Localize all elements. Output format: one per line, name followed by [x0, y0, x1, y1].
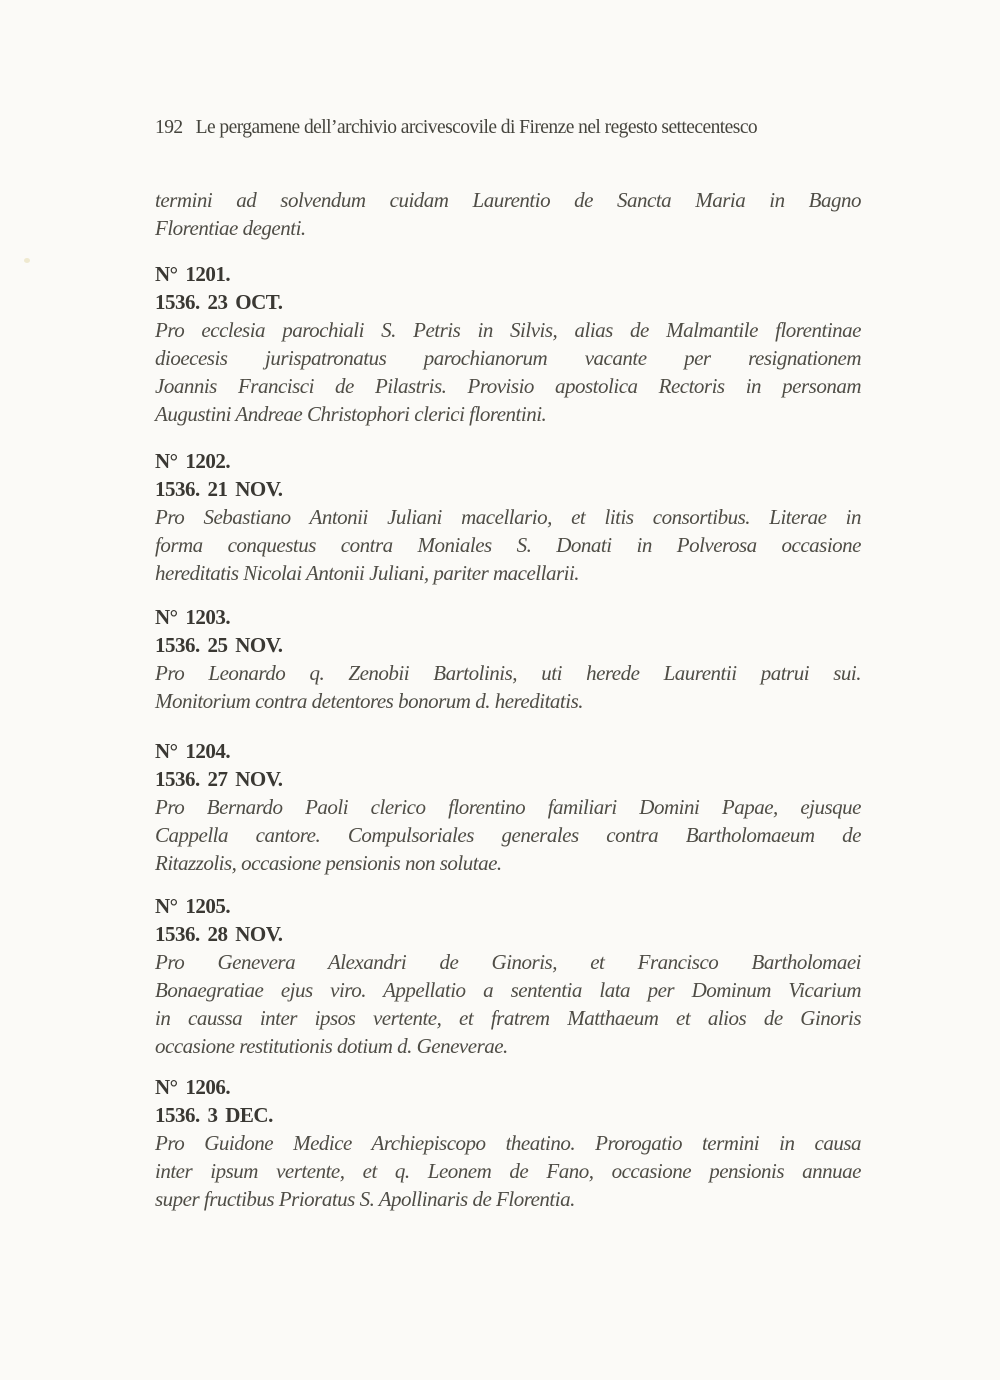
- entry-date: 1536. 25 NOV.: [155, 633, 283, 657]
- entry-date: 1536. 27 NOV.: [155, 767, 283, 791]
- text-line: Cappella cantore. Compulsoriales generales contra Bartholomaeum de: [155, 823, 861, 847]
- entry-number: N° 1202.: [155, 449, 231, 473]
- entry-date: 1536. 28 NOV.: [155, 922, 283, 946]
- entry-date: 1536. 23 OCT.: [155, 290, 283, 314]
- entry-body: [155, 316, 861, 428]
- text-line: Pro ecclesia parochiali S. Petris in Silvis, alias de Malmantile florentinae: [155, 318, 861, 342]
- regest-entry-1203: [155, 603, 861, 715]
- text-line: in caussa inter ipsos vertente, et fratrem Matthaeum et alios de Ginoris: [155, 1006, 861, 1030]
- page-number: 192: [155, 117, 183, 138]
- regest-entry-1205: [155, 892, 861, 1060]
- entry-date: 1536. 3 DEC.: [155, 1103, 273, 1127]
- regest-entry-1204: [155, 737, 861, 877]
- text-line: Joannis Francisci de Pilastris. Provisio apostolica Rectoris in personam: [155, 374, 861, 398]
- entry-number: N° 1205.: [155, 894, 231, 918]
- entry-number: N° 1203.: [155, 605, 231, 629]
- text-line: Pro Genevera Alexandri de Ginoris, et Francisco Bartholomaei: [155, 950, 861, 974]
- entry-number: N° 1201.: [155, 262, 231, 286]
- text-line: Ritazzolis, occasione pensionis non solutae.: [155, 851, 502, 875]
- entry-date: 1536. 21 NOV.: [155, 477, 283, 501]
- text-line: Bonaegratiae ejus viro. Appellatio a sententia lata per Dominum Vicarium: [155, 978, 861, 1002]
- text-line: termini ad solvendum cuidam Laurentio de Sancta Maria in Bagno: [155, 188, 861, 212]
- entry-body: [155, 503, 861, 587]
- text-line: dioecesis jurispatronatus parochianorum vacante per resignationem: [155, 346, 861, 370]
- entry-body: [155, 1129, 861, 1213]
- text-line: Pro Leonardo q. Zenobii Bartolinis, uti herede Laurentii patrui sui.: [155, 661, 861, 685]
- text-line: occasione restitutionis dotium d. Geneverae.: [155, 1034, 508, 1058]
- text-line: inter ipsum vertente, et q. Leonem de Fano, occasione pensionis annuae: [155, 1159, 861, 1183]
- regest-entry-1202: [155, 447, 861, 587]
- text-line: hereditatis Nicolai Antonii Juliani, pariter macellarii.: [155, 561, 580, 585]
- text-line: Monitorium contra detentores bonorum d. hereditatis.: [155, 689, 583, 713]
- regest-entry-1206: [155, 1073, 861, 1213]
- regest-entry-1201: [155, 260, 861, 428]
- entry-number: N° 1206.: [155, 1075, 231, 1099]
- entry-body: [155, 948, 861, 1060]
- entry-number: N° 1204.: [155, 739, 231, 763]
- entry-body: [155, 793, 861, 877]
- page-header: [155, 114, 895, 142]
- text-line: Pro Guidone Medice Archiepiscopo theatino. Prorogatio termini in causa: [155, 1131, 861, 1155]
- text-line: Florentiae degenti.: [155, 216, 306, 240]
- text-line: Pro Sebastiano Antonii Juliani macellario, et litis consortibus. Literae in: [155, 505, 861, 529]
- text-line: forma conquestus contra Moniales S. Donati in Polverosa occasione: [155, 533, 861, 557]
- entry-body: [155, 659, 861, 715]
- text-line: Augustini Andreae Christophori clerici florentini.: [155, 402, 547, 426]
- text-line: Pro Bernardo Paoli clerico florentino familiari Domini Papae, ejusque: [155, 795, 861, 819]
- paper-speck: [24, 258, 30, 263]
- running-title: Le pergamene dell’archivio arcivescovile di Firenze nel regesto settecentesco: [195, 117, 758, 138]
- intro-paragraph: [155, 186, 861, 242]
- text-line: super fructibus Prioratus S. Apollinaris de Florentia.: [155, 1187, 575, 1211]
